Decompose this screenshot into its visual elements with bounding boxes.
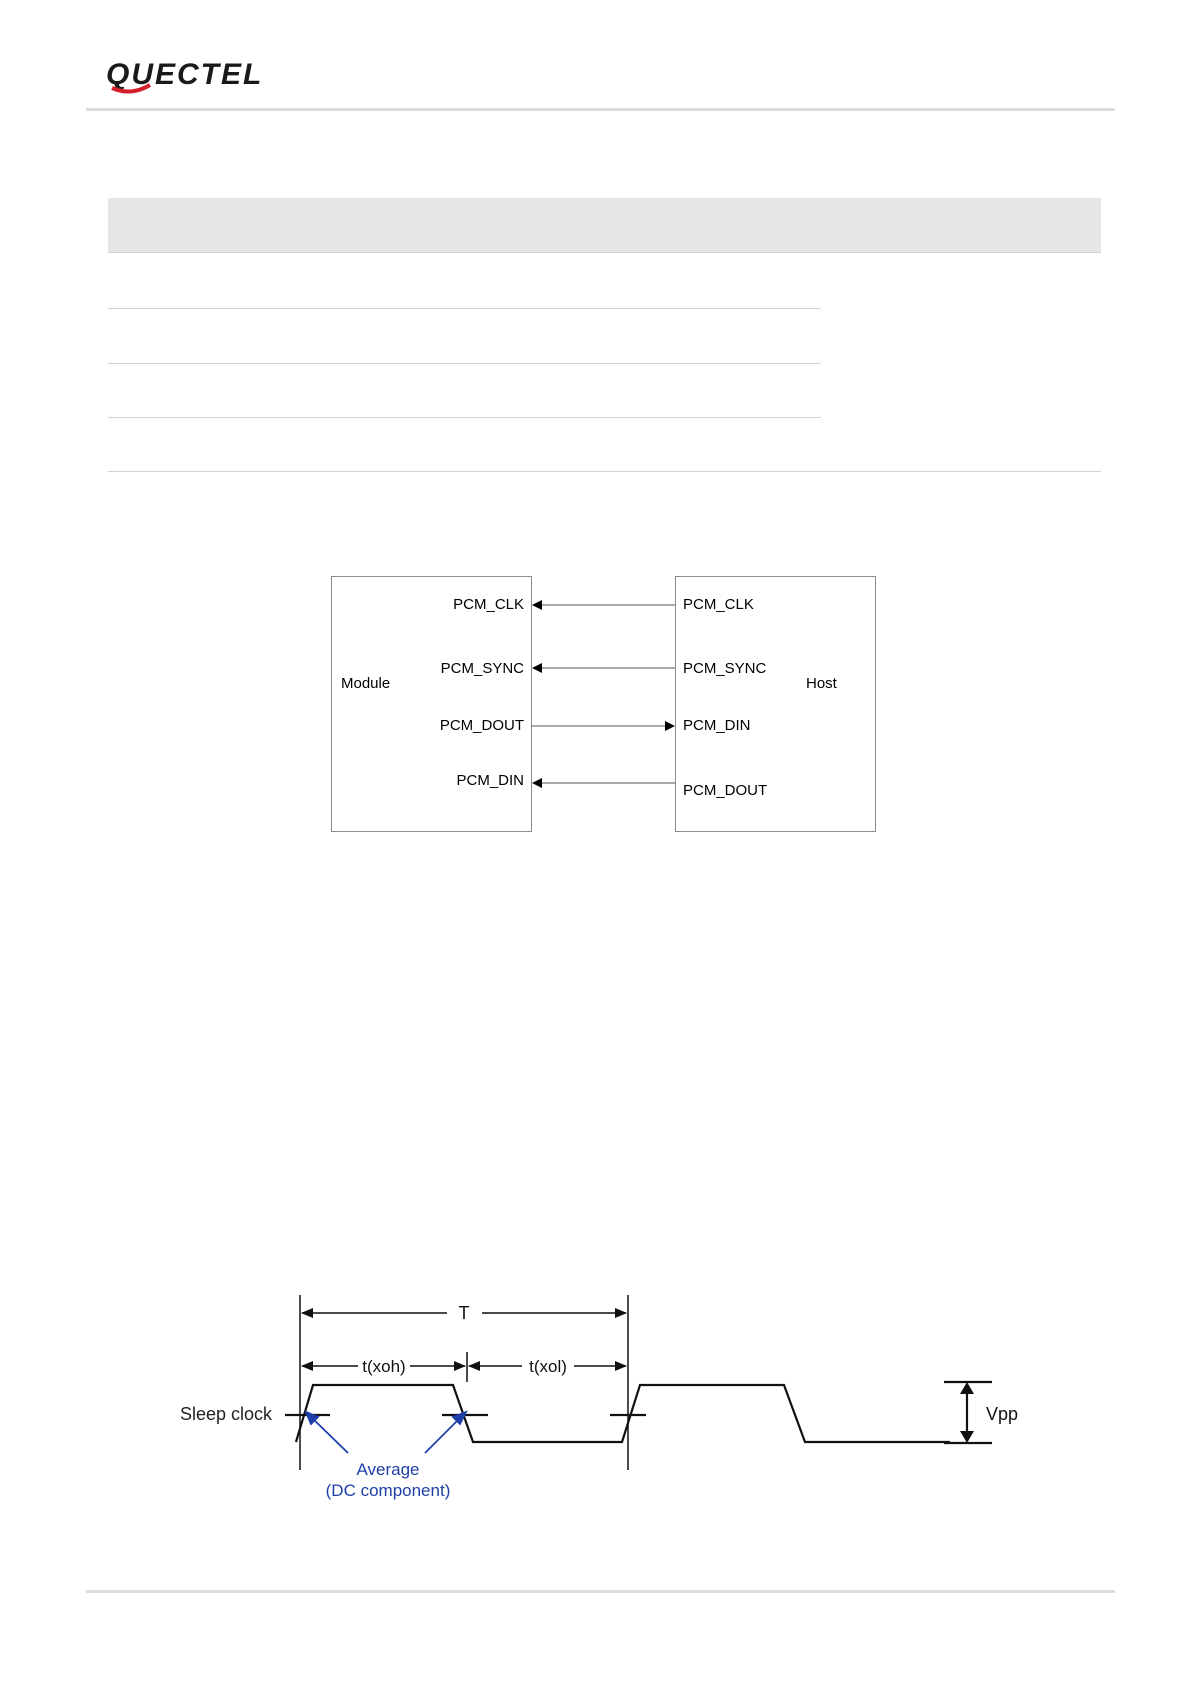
host-signal-pcm-sync: PCM_SYNC [683,660,767,677]
sleep-clock-label: Sleep clock [180,1404,273,1424]
high-time-label: t(xoh) [362,1357,406,1376]
arrow-right-icon [615,1361,627,1371]
module-signal-pcm-clk: PCM_CLK [453,596,524,613]
average-annotation: Average [356,1460,420,1479]
host-signal-pcm-clk: PCM_CLK [683,596,754,613]
arrow-left-icon [532,600,542,610]
table-bottom-border [108,471,1101,472]
sleep-clock-waveform [296,1385,950,1442]
arrow-up-icon [960,1382,974,1394]
arrow-left-icon [301,1308,313,1318]
vpp-label: Vpp [986,1404,1019,1424]
low-time-label: t(xol) [529,1357,567,1376]
module-box [331,576,532,832]
quectel-logo [104,58,336,94]
module-signal-pcm-sync: PCM_SYNC [440,660,524,677]
module-label: Module [341,675,391,692]
host-signal-pcm-din: PCM_DIN [683,717,751,734]
arrow-down-icon [960,1431,974,1443]
dc-component-annotation: (DC component) [325,1481,451,1500]
pcm-connection-lines [531,590,676,800]
arrow-right-icon [454,1361,466,1371]
table-row-divider [108,363,821,364]
arrow-left-icon [468,1361,480,1371]
table-row-divider [108,417,821,418]
arrow-right-icon [665,721,675,731]
table-header-row [108,198,1101,253]
arrow-left-icon [532,778,542,788]
module-signal-pcm-din: PCM_DIN [456,772,524,789]
average-pointer-line [310,1416,348,1453]
table-row-divider [108,308,821,309]
arrow-right-icon [615,1308,627,1318]
arrow-left-icon [532,663,542,673]
host-label: Host [806,675,837,692]
footer-rule [86,1590,1115,1593]
host-signal-pcm-dout: PCM_DOUT [683,782,768,799]
logo-wordmark: QUECTEL [106,58,264,91]
period-label: T [458,1303,470,1323]
header-rule [86,108,1115,111]
module-signal-pcm-dout: PCM_DOUT [439,717,524,734]
arrow-left-icon [301,1361,313,1371]
sleep-clock-timing-diagram [170,1290,1040,1515]
